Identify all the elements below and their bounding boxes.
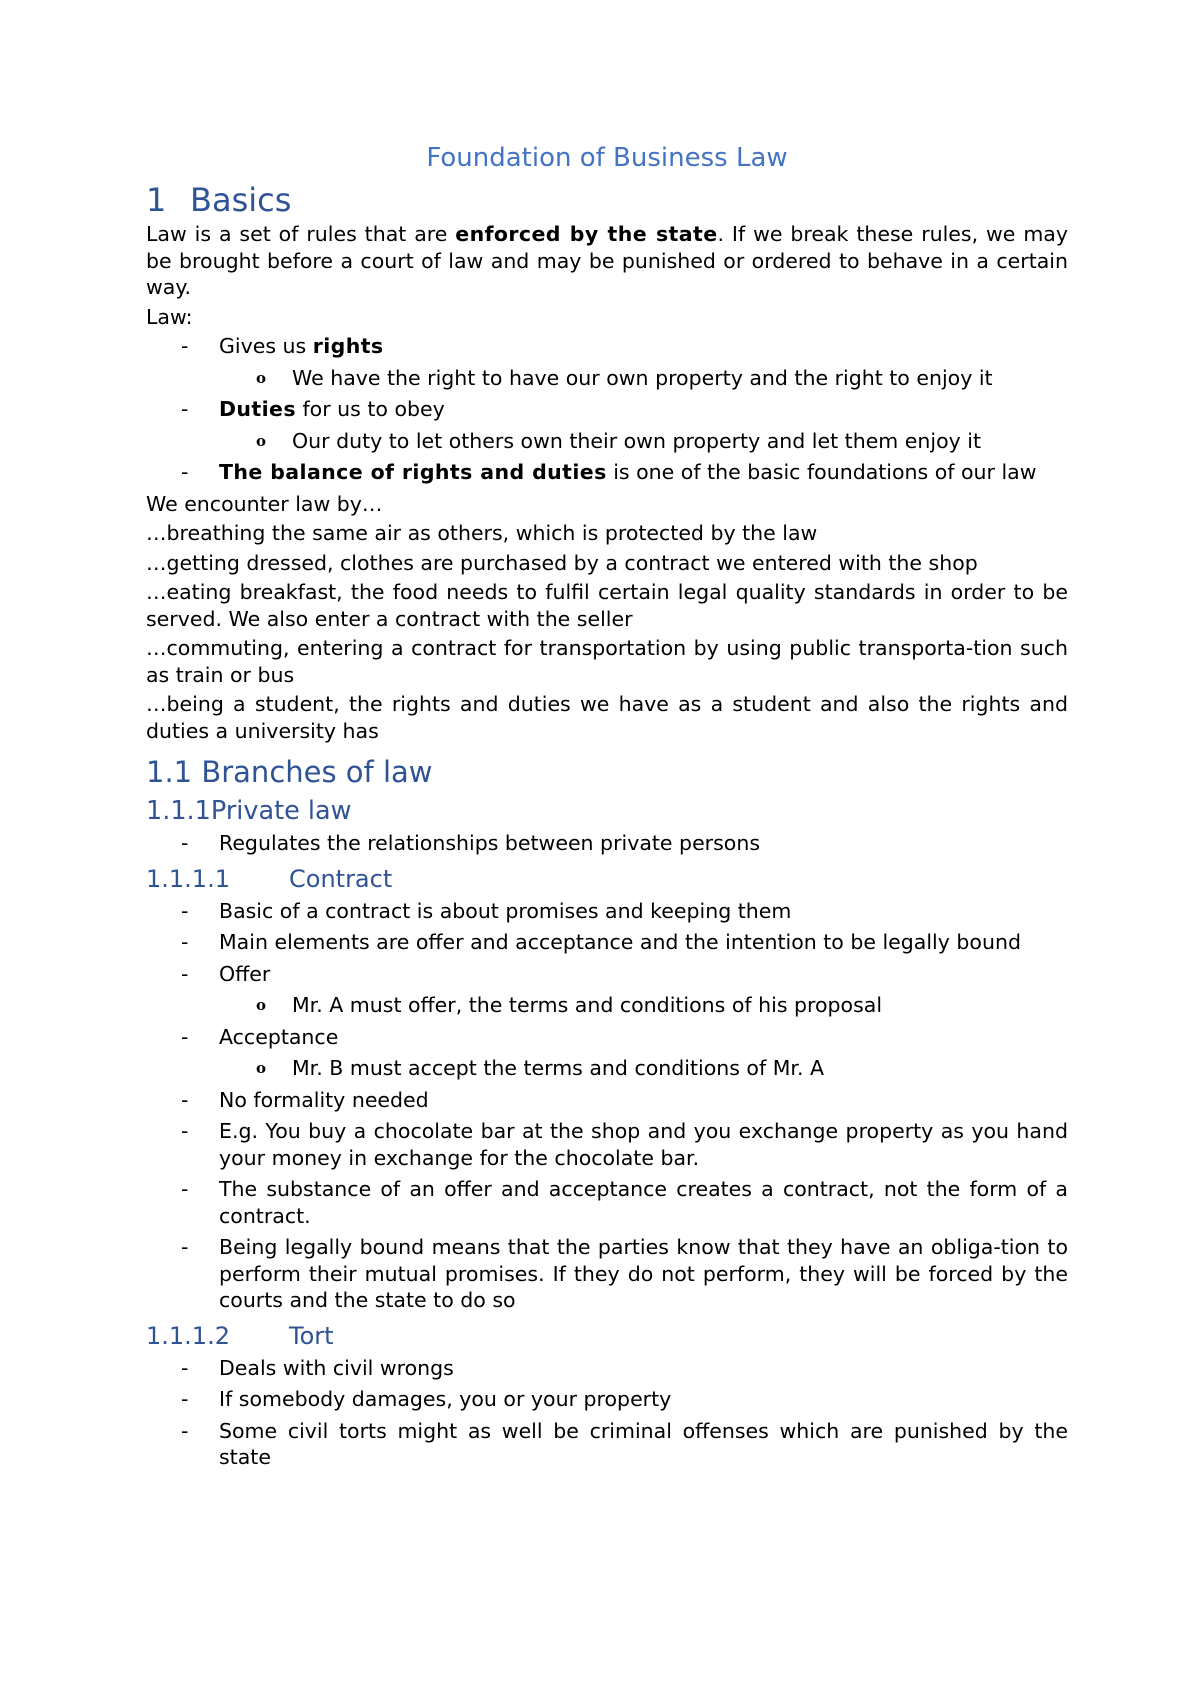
item-text: Being legally bound means that the parties know that they have an obliga-tion to perform their mutual promises. If they do not perform, they will be forced by the courts and the state to do so bbox=[219, 1235, 1068, 1312]
intro-text-bold: enforced by the state bbox=[455, 222, 718, 246]
list-item bbox=[146, 1234, 1068, 1314]
dash-bullet: - bbox=[181, 460, 189, 484]
sub-list-item bbox=[146, 1055, 1068, 1082]
circle-bullet: o bbox=[256, 996, 267, 1014]
dash-bullet: - bbox=[181, 1355, 189, 1380]
list-item bbox=[146, 1355, 1068, 1382]
list-item bbox=[146, 333, 1068, 360]
heading-text: Branches of law bbox=[201, 755, 433, 789]
dash-bullet: - bbox=[181, 831, 189, 855]
item-text: The substance of an offer and acceptance creates a contract, not the form of a contract. bbox=[219, 1177, 1068, 1228]
intro-text-a: Law is a set of rules that are bbox=[146, 222, 456, 246]
encounter-paragraph: We encounter law by… bbox=[146, 491, 383, 516]
heading-text: Private law bbox=[210, 796, 352, 826]
heading-contract bbox=[146, 864, 1068, 894]
item-text: No formality needed bbox=[219, 1087, 429, 1112]
dash-bullet: - bbox=[181, 898, 189, 923]
item-text: Main elements are offer and acceptance and the intention to be legally bound bbox=[219, 930, 1021, 954]
list-item bbox=[146, 396, 1068, 423]
list-item bbox=[146, 1176, 1068, 1229]
item-text: for us to obey bbox=[295, 397, 445, 421]
document-title: Foundation of Business Law bbox=[426, 143, 788, 173]
item-text: Gives us bbox=[219, 334, 313, 358]
heading-text: Contract bbox=[289, 864, 393, 893]
item-bold: Duties bbox=[219, 397, 296, 421]
list-item bbox=[146, 1386, 1068, 1413]
heading-number: 1.1.1 bbox=[146, 796, 211, 826]
list-item bbox=[146, 898, 1068, 925]
dash-bullet: - bbox=[181, 1418, 189, 1443]
sub-list-item bbox=[146, 365, 1068, 392]
list-item bbox=[146, 1024, 1068, 1051]
encounter-paragraph: …commuting, entering a contract for transportation by using public transporta-tion such as train or bus bbox=[146, 636, 1068, 687]
sub-list-item bbox=[146, 428, 1068, 455]
list-item bbox=[146, 929, 1068, 956]
list-item bbox=[146, 1418, 1068, 1471]
item-text: Deals with civil wrongs bbox=[219, 1355, 454, 1380]
heading-number: 1.1.1.1 bbox=[146, 864, 230, 893]
intro-text-c: . If we break these rules, we may be brought before a court of law and may be punished or ordered to behave in a certain way. bbox=[146, 222, 1068, 299]
item-text: Basic of a contract is about promises and keeping them bbox=[219, 898, 792, 923]
dash-bullet: - bbox=[181, 1235, 189, 1259]
document-content bbox=[146, 141, 1068, 1476]
dash-bullet: - bbox=[181, 1387, 189, 1411]
heading-text: Basics bbox=[190, 181, 292, 219]
encounter-paragraph: …breathing the same air as others, which is protected by the law bbox=[146, 521, 818, 545]
item-text: Some civil torts might as well be criminal offenses which are punished by the state bbox=[219, 1418, 1068, 1469]
sub-item-text: Mr. B must accept the terms and conditions of Mr. A bbox=[292, 1056, 824, 1080]
dash-bullet: - bbox=[181, 334, 189, 358]
dash-bullet: - bbox=[181, 397, 189, 421]
item-text: If somebody damages, you or your property bbox=[219, 1387, 672, 1411]
circle-bullet: o bbox=[256, 431, 267, 450]
item-bold: rights bbox=[312, 334, 384, 358]
heading-number: 1.1.1.2 bbox=[146, 1321, 230, 1350]
dash-bullet: - bbox=[181, 1024, 189, 1049]
heading-number: 1 bbox=[146, 181, 167, 219]
sub-list-item bbox=[146, 992, 1068, 1019]
dash-bullet: - bbox=[181, 1119, 189, 1143]
law-label: Law: bbox=[146, 304, 193, 329]
heading-text: Tort bbox=[289, 1321, 334, 1350]
heading-private-law bbox=[146, 795, 1068, 827]
heading-number: 1.1 bbox=[146, 755, 193, 789]
list-item bbox=[146, 1087, 1068, 1114]
list-item bbox=[146, 459, 1068, 486]
dash-bullet: - bbox=[181, 961, 189, 986]
list-item bbox=[146, 961, 1068, 988]
circle-bullet: o bbox=[256, 368, 267, 387]
circle-bullet: o bbox=[256, 1059, 267, 1077]
dash-bullet: - bbox=[181, 1087, 189, 1112]
item-text: Regulates the relationships between private persons bbox=[219, 831, 761, 855]
dash-bullet: - bbox=[181, 930, 189, 954]
encounter-paragraph: …being a student, the rights and duties we have as a student and also the rights and duties a university has bbox=[146, 692, 1068, 743]
list-item bbox=[146, 830, 1068, 857]
item-text: Acceptance bbox=[219, 1024, 339, 1049]
dash-bullet: - bbox=[181, 1177, 189, 1201]
intro-paragraph bbox=[146, 221, 1068, 301]
list-item bbox=[146, 1118, 1068, 1171]
sub-item-text: We have the right to have our own property and the right to enjoy it bbox=[292, 365, 993, 390]
sub-item-text: Our duty to let others own their own property and let them enjoy it bbox=[292, 428, 982, 453]
item-text: is one of the basic foundations of our law bbox=[606, 460, 1037, 484]
item-text: Offer bbox=[219, 961, 271, 986]
sub-item-text: Mr. A must offer, the terms and conditions of his proposal bbox=[292, 993, 883, 1017]
item-bold: The balance of rights and duties bbox=[219, 460, 607, 484]
heading-branches-of-law bbox=[146, 754, 1068, 790]
item-text: E.g. You buy a chocolate bar at the shop and you exchange property as you hand your money in exchange for the chocolate bar. bbox=[219, 1119, 1068, 1170]
encounter-paragraph: …getting dressed, clothes are purchased by a contract we entered with the shop bbox=[146, 550, 978, 575]
encounter-paragraph: …eating breakfast, the food needs to fulfil certain legal quality standards in order to be served. We also enter a contract with the seller bbox=[146, 580, 1068, 631]
heading-basics bbox=[146, 180, 1068, 220]
heading-tort bbox=[146, 1321, 1068, 1351]
